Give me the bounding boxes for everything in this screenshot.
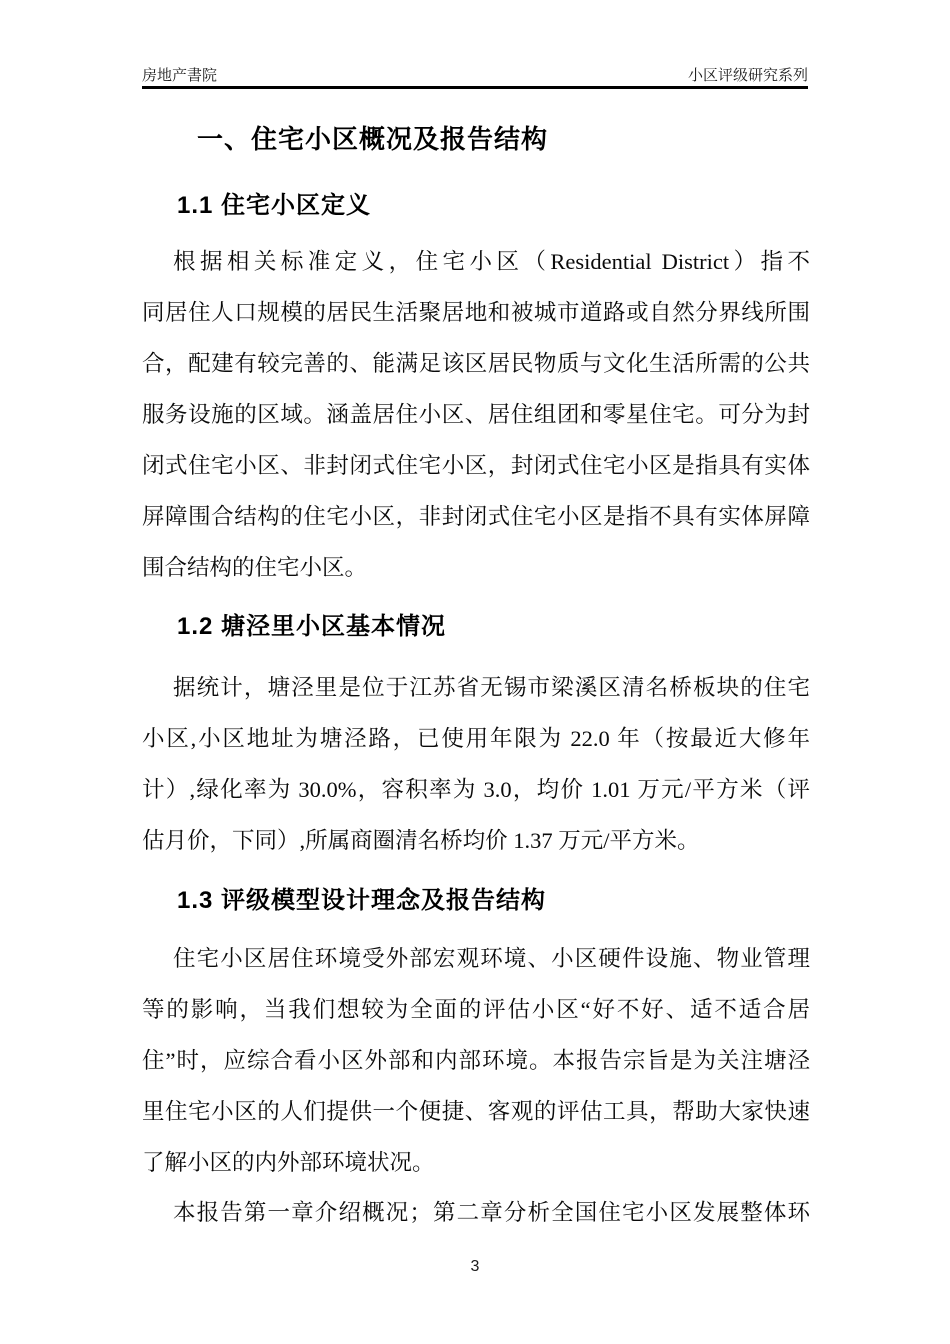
paragraph-line: 里住宅小区的人们提供一个便捷、客观的评估工具，帮助大家快速 (142, 1099, 810, 1124)
paragraph-report-structure (142, 1187, 810, 1238)
paragraph-definition (142, 236, 810, 593)
paragraph-line: 同居住人口规模的居民生活聚居地和被城市道路或自然分界线所围 (142, 300, 810, 325)
page-title: 一、住宅小区概况及报告结构 (197, 124, 549, 154)
paragraph-line: 本报告第一章介绍概况；第二章分析全国住宅小区发展整体环 (173, 1200, 810, 1225)
paragraph-line: 住”时，应综合看小区外部和内部环境。本报告宗旨是为关注塘泾 (142, 1048, 810, 1073)
paragraph-line: 估月价，下同）,所属商圈清名桥均价 1.37 万元/平方米。 (142, 828, 700, 853)
paragraph-model-concept (142, 933, 810, 1188)
section-heading-1-2: 1.2 塘泾里小区基本情况 (177, 613, 447, 640)
paragraph-line: 了解小区的内外部环境状况。 (142, 1150, 435, 1175)
page-header (142, 64, 808, 85)
section-heading-1-1: 1.1 住宅小区定义 (177, 192, 372, 219)
paragraph-line: 服务设施的区域。涵盖居住小区、居住组团和零星住宅。可分为封 (142, 402, 810, 427)
paragraph-line: 小区,小区地址为塘泾路，已使用年限为 22.0 年（按最近大修年 (142, 726, 810, 751)
section-heading-1-3: 1.3 评级模型设计理念及报告结构 (177, 887, 547, 914)
paragraph-line: 据统计，塘泾里是位于江苏省无锡市梁溪区清名桥板块的住宅 (173, 675, 810, 700)
paragraph-line: 合，配建有较完善的、能满足该区居民物质与文化生活所需的公共 (142, 351, 810, 376)
header-right-text: 小区评级研究系列 (687, 67, 808, 84)
paragraph-line: 计）,绿化率为 30.0%，容积率为 3.0，均价 1.01 万元/平方米（评 (142, 777, 810, 802)
paragraph-basic-info (142, 662, 810, 866)
paragraph-line: 等的影响，当我们想较为全面的评估小区“好不好、适不适合居 (142, 997, 810, 1022)
paragraph-line: 闭式住宅小区、非封闭式住宅小区，封闭式住宅小区是指具有实体 (142, 453, 810, 478)
page-number: 3 (470, 1258, 480, 1275)
paragraph-line: 根据相关标准定义，住宅小区（Residential District）指不 (173, 249, 810, 274)
header-divider (142, 86, 808, 89)
paragraph-line: 住宅小区居住环境受外部宏观环境、小区硬件设施、物业管理 (173, 946, 810, 971)
paragraph-line: 屏障围合结构的住宅小区，非封闭式住宅小区是指不具有实体屏障 (142, 504, 810, 529)
header-left-text: 房地产書院 (142, 67, 218, 84)
paragraph-line: 围合结构的住宅小区。 (142, 555, 368, 580)
